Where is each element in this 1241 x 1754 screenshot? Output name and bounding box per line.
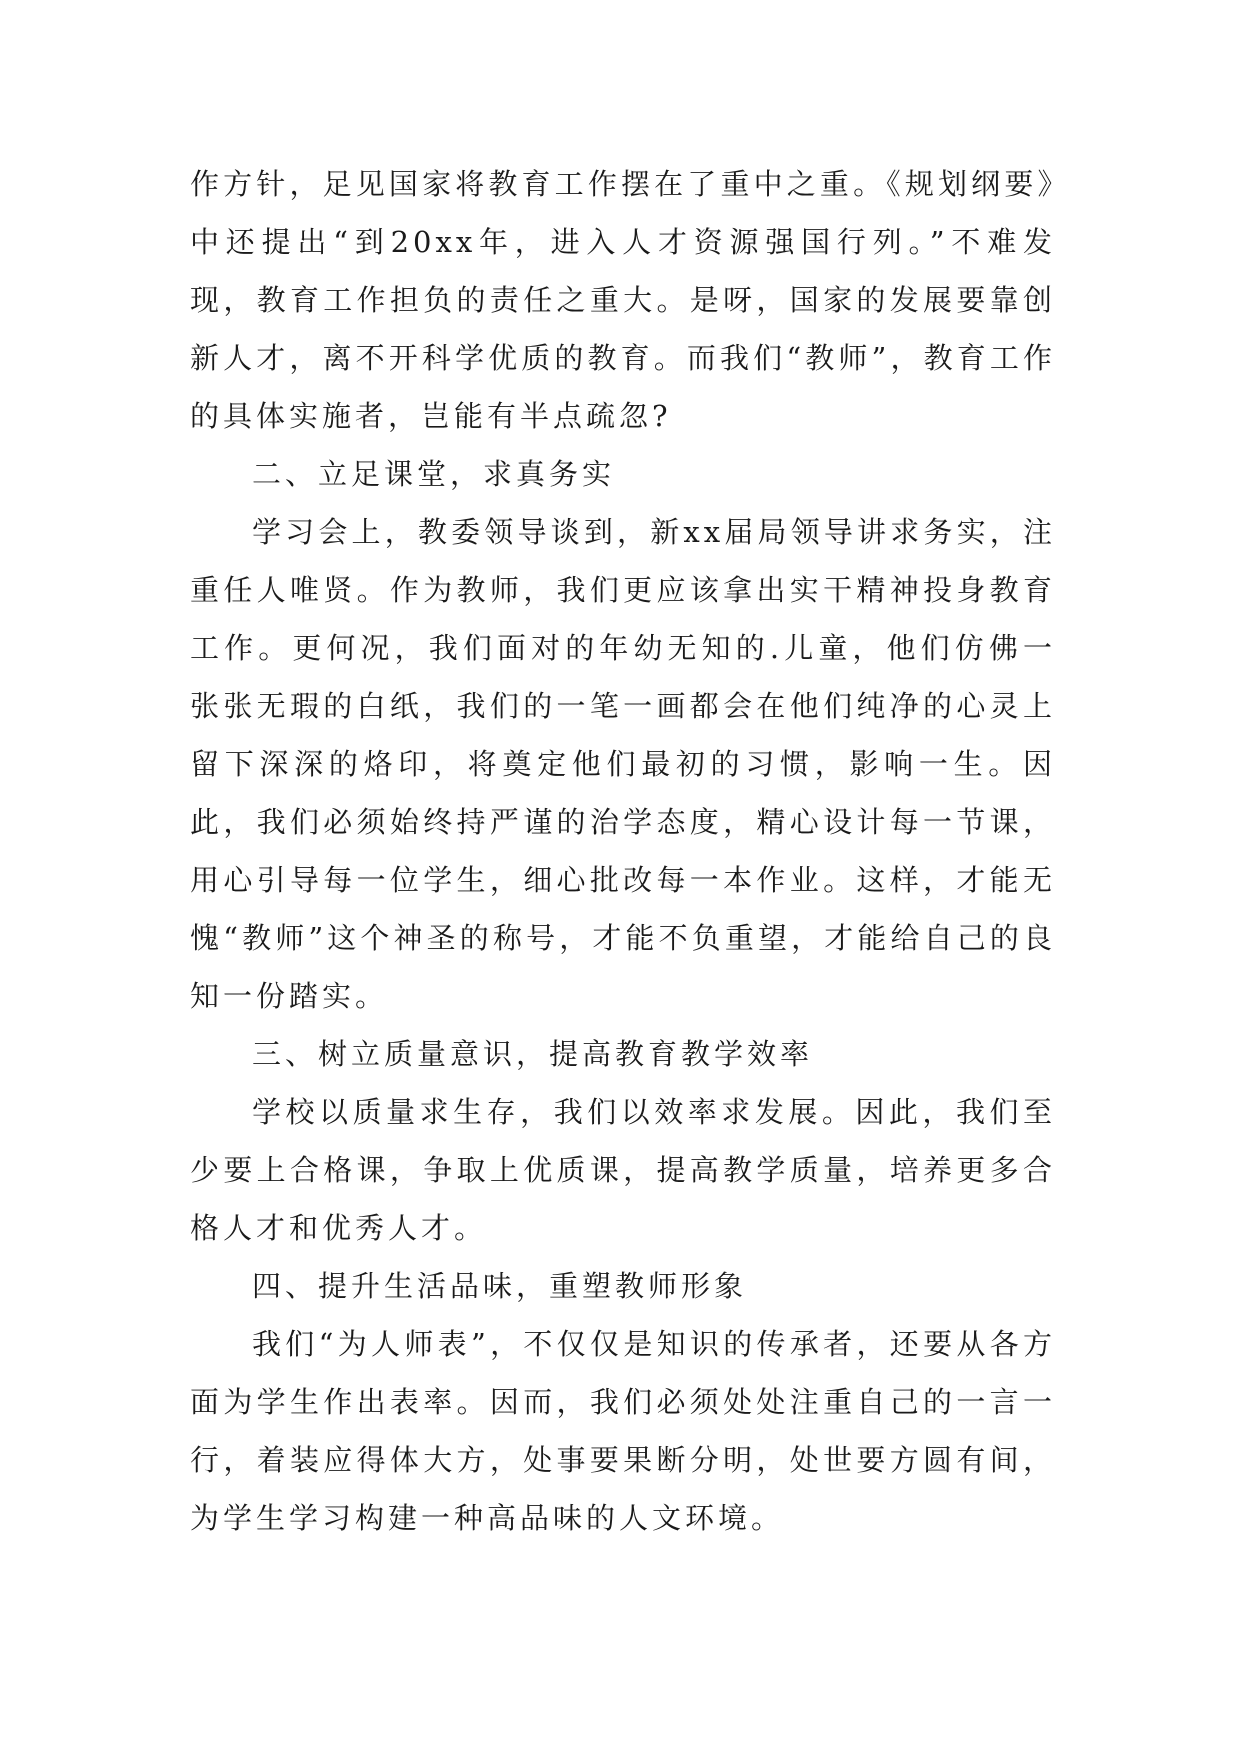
section-heading-3: 三、树立质量意识，提高教育教学效率 [252, 1037, 814, 1071]
section-heading-2: 二、立足课堂，求真务实 [252, 457, 616, 491]
section-heading-4: 四、提升生活品味，重塑教师形象 [252, 1269, 748, 1303]
paragraph-quality: 学校以质量求生存，我们以效率求发展。因此，我们至少要上合格课，争取上优质课，提高教学质量，培养更多合格人才和优秀人才。 [190, 1095, 1056, 1245]
document-page [190, 155, 1056, 1547]
paragraph-classroom: 学习会上，教委领导谈到，新xx届局领导讲求务实，注重任人唯贤。作为教师，我们更应该拿出实干精神投身教育工作。更何况，我们面对的年幼无知的.儿童，他们仿佛一张张无瑕的白纸，我们的一笔一画都会在他们纯净的心灵上留下深深的烙印，将奠定他们最初的习惯，影响一生。因此，我们必须始终持严谨的治学态度，精心设计每一节课，用心引导每一位学生，细心批改每一本作业。这样，才能无愧“教师”这个神圣的称号，才能不负重望，才能给自己的良知一份踏实。 [190, 515, 1056, 1013]
paragraph-image: 我们“为人师表”，不仅仅是知识的传承者，还要从各方面为学生作出表率。因而，我们必须处处注重自己的一言一行，着装应得体大方，处事要果断分明，处世要方圆有间，为学生学习构建一种高品味的人文环境。 [190, 1327, 1056, 1535]
paragraph-continuation: 作方针，足见国家将教育工作摆在了重中之重。《规划纲要》中还提出“到20xx年，进入人才资源强国行列。”不难发现，教育工作担负的责任之重大。是呀，国家的发展要靠创新人才，离不开科学优质的教育。而我们“教师”，教育工作的具体实施者，岂能有半点疏忽? [190, 167, 1056, 433]
